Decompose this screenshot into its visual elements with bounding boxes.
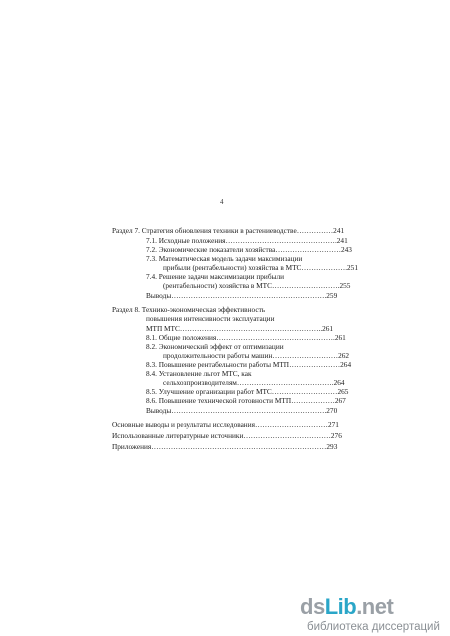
toc-entry-8-6: 8.6. Повышение технической готовности МТП………………267 (146, 396, 346, 405)
toc-entry-appendices: Приложения………………………………………………………………293 (112, 442, 338, 451)
toc-entry-7-3-cont: прибыли (рентабельности) хозяйства в МТС……………….251 (163, 263, 358, 272)
toc-entry-8-5: 8.5. Улучшение организации работ МТС………………………265 (146, 387, 349, 396)
toc-entry-7-4-cont: (рентабельности) хозяйства в МТС……………………….255 (163, 281, 351, 290)
page-number: 4 (220, 198, 224, 206)
toc-entry-8-1: 8.1. Общие положения………………………………………….261 (146, 333, 346, 342)
toc-entry-section8: Раздел 8. Технико-экономическая эффективность (112, 305, 266, 314)
dslib-tagline: библиотека диссертаций (307, 621, 440, 633)
toc-entry-7-2: 7.2. Экономические показатели хозяйства………………………243 (146, 245, 352, 254)
toc-entry-7-1: 7.1. Исходные положения……………………………………….241 (146, 236, 348, 245)
toc-entry-8-4-cont: сельхозпроизводителям………………………………….264 (163, 378, 345, 387)
toc-entry-main-conclusions: Основные выводы и результаты исследования…………………………271 (112, 420, 339, 429)
toc-entry-8-2: 8.2. Экономический эффект от оптимизации (146, 342, 284, 351)
toc-entry-section8-line2: повышения интенсивности эксплуатации (146, 314, 275, 323)
toc-entry-8-2-cont: продолжительности работы машин………………………262 (163, 351, 350, 360)
toc-entry-references: Использованные литературные источники………………………………276 (112, 431, 342, 440)
dslib-logo: dsLib.net (300, 594, 394, 619)
toc-entry-7-3: 7.3. Математическая модель задачи максимизации (146, 254, 303, 263)
toc-entry-8-3: 8.3. Повышение рентабельности работы МТП…………………264 (146, 360, 352, 369)
toc-entry-7-4: 7.4. Решение задачи максимизации прибыли (146, 272, 284, 281)
toc-entry-section7: Раздел 7. Стратегия обновления техники в растениеводстве……………241 (112, 226, 345, 235)
toc-entry-7-conclusions: Выводы……………………………………………………….259 (146, 291, 338, 300)
toc-entry-8-4: 8.4. Установление льгот МТС, как (146, 369, 252, 378)
toc-entry-8-conclusions: Выводы……………………………………………………….270 (146, 406, 338, 415)
toc-entry-section8-line3: МТП МТС…………………………………………………..261 (146, 324, 334, 333)
